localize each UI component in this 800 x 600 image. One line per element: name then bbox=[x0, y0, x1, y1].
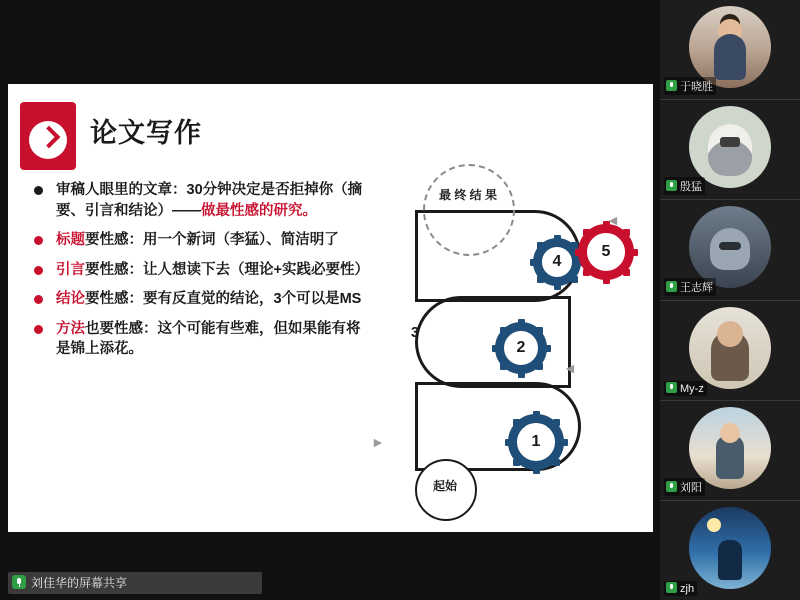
slide-title: 论文写作 bbox=[90, 118, 202, 148]
participant-name-label: 刘阳 bbox=[680, 481, 702, 494]
participant-filmstrip[interactable] bbox=[660, 0, 800, 600]
participant-name-label: My-z bbox=[680, 382, 704, 395]
avatar bbox=[689, 206, 771, 288]
gear-tooth bbox=[623, 229, 630, 236]
bullet-text-3a: 引言 bbox=[56, 261, 85, 278]
gear-tooth bbox=[537, 276, 544, 283]
avatar-image bbox=[689, 507, 771, 589]
gear-number-5: 5 bbox=[601, 243, 611, 260]
microphone-icon bbox=[666, 382, 677, 393]
participant-name-1 bbox=[664, 77, 716, 95]
participant-tile-1[interactable] bbox=[660, 0, 800, 100]
path-segment-middle bbox=[415, 296, 571, 388]
gear-tooth bbox=[513, 459, 520, 466]
gear-tooth bbox=[500, 363, 507, 370]
participant-name-label: 殷猛 bbox=[680, 181, 702, 194]
microphone-icon bbox=[12, 575, 26, 589]
slide-title-badge bbox=[20, 102, 76, 170]
screen-share-label: 刘佳华的屏幕共享 bbox=[31, 576, 128, 590]
microphone-icon bbox=[666, 80, 677, 91]
flow-arrow-icon: ◄ bbox=[563, 360, 577, 376]
screen-share-name-bar bbox=[8, 572, 262, 594]
bullet-text-2b: 要性感：用一个新词（李猛）、简洁明了 bbox=[85, 232, 339, 249]
microphone-icon bbox=[666, 180, 677, 191]
gear-tooth bbox=[537, 242, 544, 249]
gear-tooth bbox=[554, 235, 561, 242]
bullet-text-2a: 标题 bbox=[56, 232, 85, 249]
process-diagram bbox=[363, 164, 648, 524]
bullet-item-3 bbox=[32, 260, 372, 281]
bullet-dot-icon bbox=[34, 266, 43, 275]
step-label-3: 3 bbox=[410, 324, 420, 341]
gear-tooth bbox=[533, 467, 540, 474]
gear-tooth bbox=[571, 242, 578, 249]
bullet-text-5a: 方法 bbox=[56, 320, 85, 337]
gear-tooth bbox=[553, 459, 560, 466]
microphone-icon bbox=[666, 481, 677, 492]
avatar bbox=[689, 507, 771, 589]
gear-step-2 bbox=[495, 322, 547, 374]
participant-tile-3[interactable] bbox=[660, 200, 800, 300]
gear-tooth bbox=[603, 277, 610, 284]
flow-arrow-icon: ◄ bbox=[606, 212, 620, 228]
avatar-image bbox=[689, 307, 771, 389]
bullet-item-2 bbox=[32, 230, 372, 251]
bullet-text-4a: 结论 bbox=[56, 291, 85, 308]
gear-number-1: 1 bbox=[531, 433, 541, 450]
bullet-item-5 bbox=[32, 319, 372, 360]
bullet-dot-icon bbox=[34, 325, 43, 334]
participant-tile-4[interactable] bbox=[660, 301, 800, 401]
avatar-image bbox=[689, 6, 771, 88]
final-result-label: 最 终 结 果 bbox=[438, 188, 497, 202]
participant-name-label: 王志辉 bbox=[680, 281, 713, 294]
gear-step-5 bbox=[578, 224, 634, 280]
gear-tooth bbox=[518, 371, 525, 378]
bullet-dot-icon bbox=[34, 295, 43, 304]
gear-tooth bbox=[513, 419, 520, 426]
participant-name-6 bbox=[664, 581, 697, 596]
gear-step-4 bbox=[533, 238, 581, 286]
microphone-icon bbox=[666, 582, 677, 593]
bullet-dot-icon bbox=[34, 236, 43, 245]
gear-step-1 bbox=[508, 414, 564, 470]
gear-tooth bbox=[571, 276, 578, 283]
bullet-dot-icon bbox=[34, 186, 43, 195]
avatar bbox=[689, 6, 771, 88]
gear-tooth bbox=[518, 319, 525, 326]
avatar bbox=[689, 307, 771, 389]
gear-tooth bbox=[623, 269, 630, 276]
participant-tile-6[interactable] bbox=[660, 501, 800, 600]
start-label: 起始 bbox=[432, 479, 457, 493]
final-result-circle bbox=[423, 164, 515, 256]
avatar bbox=[689, 407, 771, 489]
participant-tile-5[interactable] bbox=[660, 401, 800, 501]
gear-tooth bbox=[583, 269, 590, 276]
avatar-image bbox=[689, 206, 771, 288]
avatar-image bbox=[689, 106, 771, 188]
avatar bbox=[689, 106, 771, 188]
microphone-icon bbox=[666, 281, 677, 292]
bullet-text-4b: 要性感：要有反直觉的结论，3个可以是MS bbox=[85, 291, 362, 308]
gear-number-2: 2 bbox=[516, 339, 526, 356]
participant-name-label: zjh bbox=[680, 583, 695, 596]
gear-tooth bbox=[536, 363, 543, 370]
bullet-text-1b: 做最性感的研究。 bbox=[201, 202, 317, 219]
bullet-list bbox=[32, 180, 372, 369]
bullet-item-1 bbox=[32, 180, 372, 221]
flow-arrow-icon: ► bbox=[371, 434, 385, 450]
gear-tooth bbox=[553, 419, 560, 426]
bullet-text-3b: 要性感：让人想读下去（理论+实践必要性） bbox=[85, 261, 369, 278]
avatar-image bbox=[689, 407, 771, 489]
gear-tooth bbox=[554, 283, 561, 290]
participant-name-4 bbox=[664, 381, 707, 396]
participant-name-5 bbox=[664, 478, 705, 496]
bullet-item-4 bbox=[32, 289, 372, 310]
gear-number-4: 4 bbox=[552, 253, 562, 270]
gear-tooth bbox=[583, 229, 590, 236]
gear-tooth bbox=[500, 327, 507, 334]
gear-tooth bbox=[533, 411, 540, 418]
participant-name-label: 于晓胜 bbox=[680, 81, 713, 94]
participant-name-3 bbox=[664, 278, 716, 296]
bullet-text-1a: 审稿人眼里的文章：30分钟决定是否拒掉你（摘要、引言和结论）—— bbox=[56, 182, 363, 219]
participant-name-2 bbox=[664, 177, 705, 195]
bullet-text-5b: 也要性感：这个可能有些难，但如果能有将是锦上添花。 bbox=[56, 320, 361, 358]
presentation-slide[interactable] bbox=[8, 84, 653, 532]
gear-tooth bbox=[536, 327, 543, 334]
participant-tile-2[interactable] bbox=[660, 100, 800, 200]
